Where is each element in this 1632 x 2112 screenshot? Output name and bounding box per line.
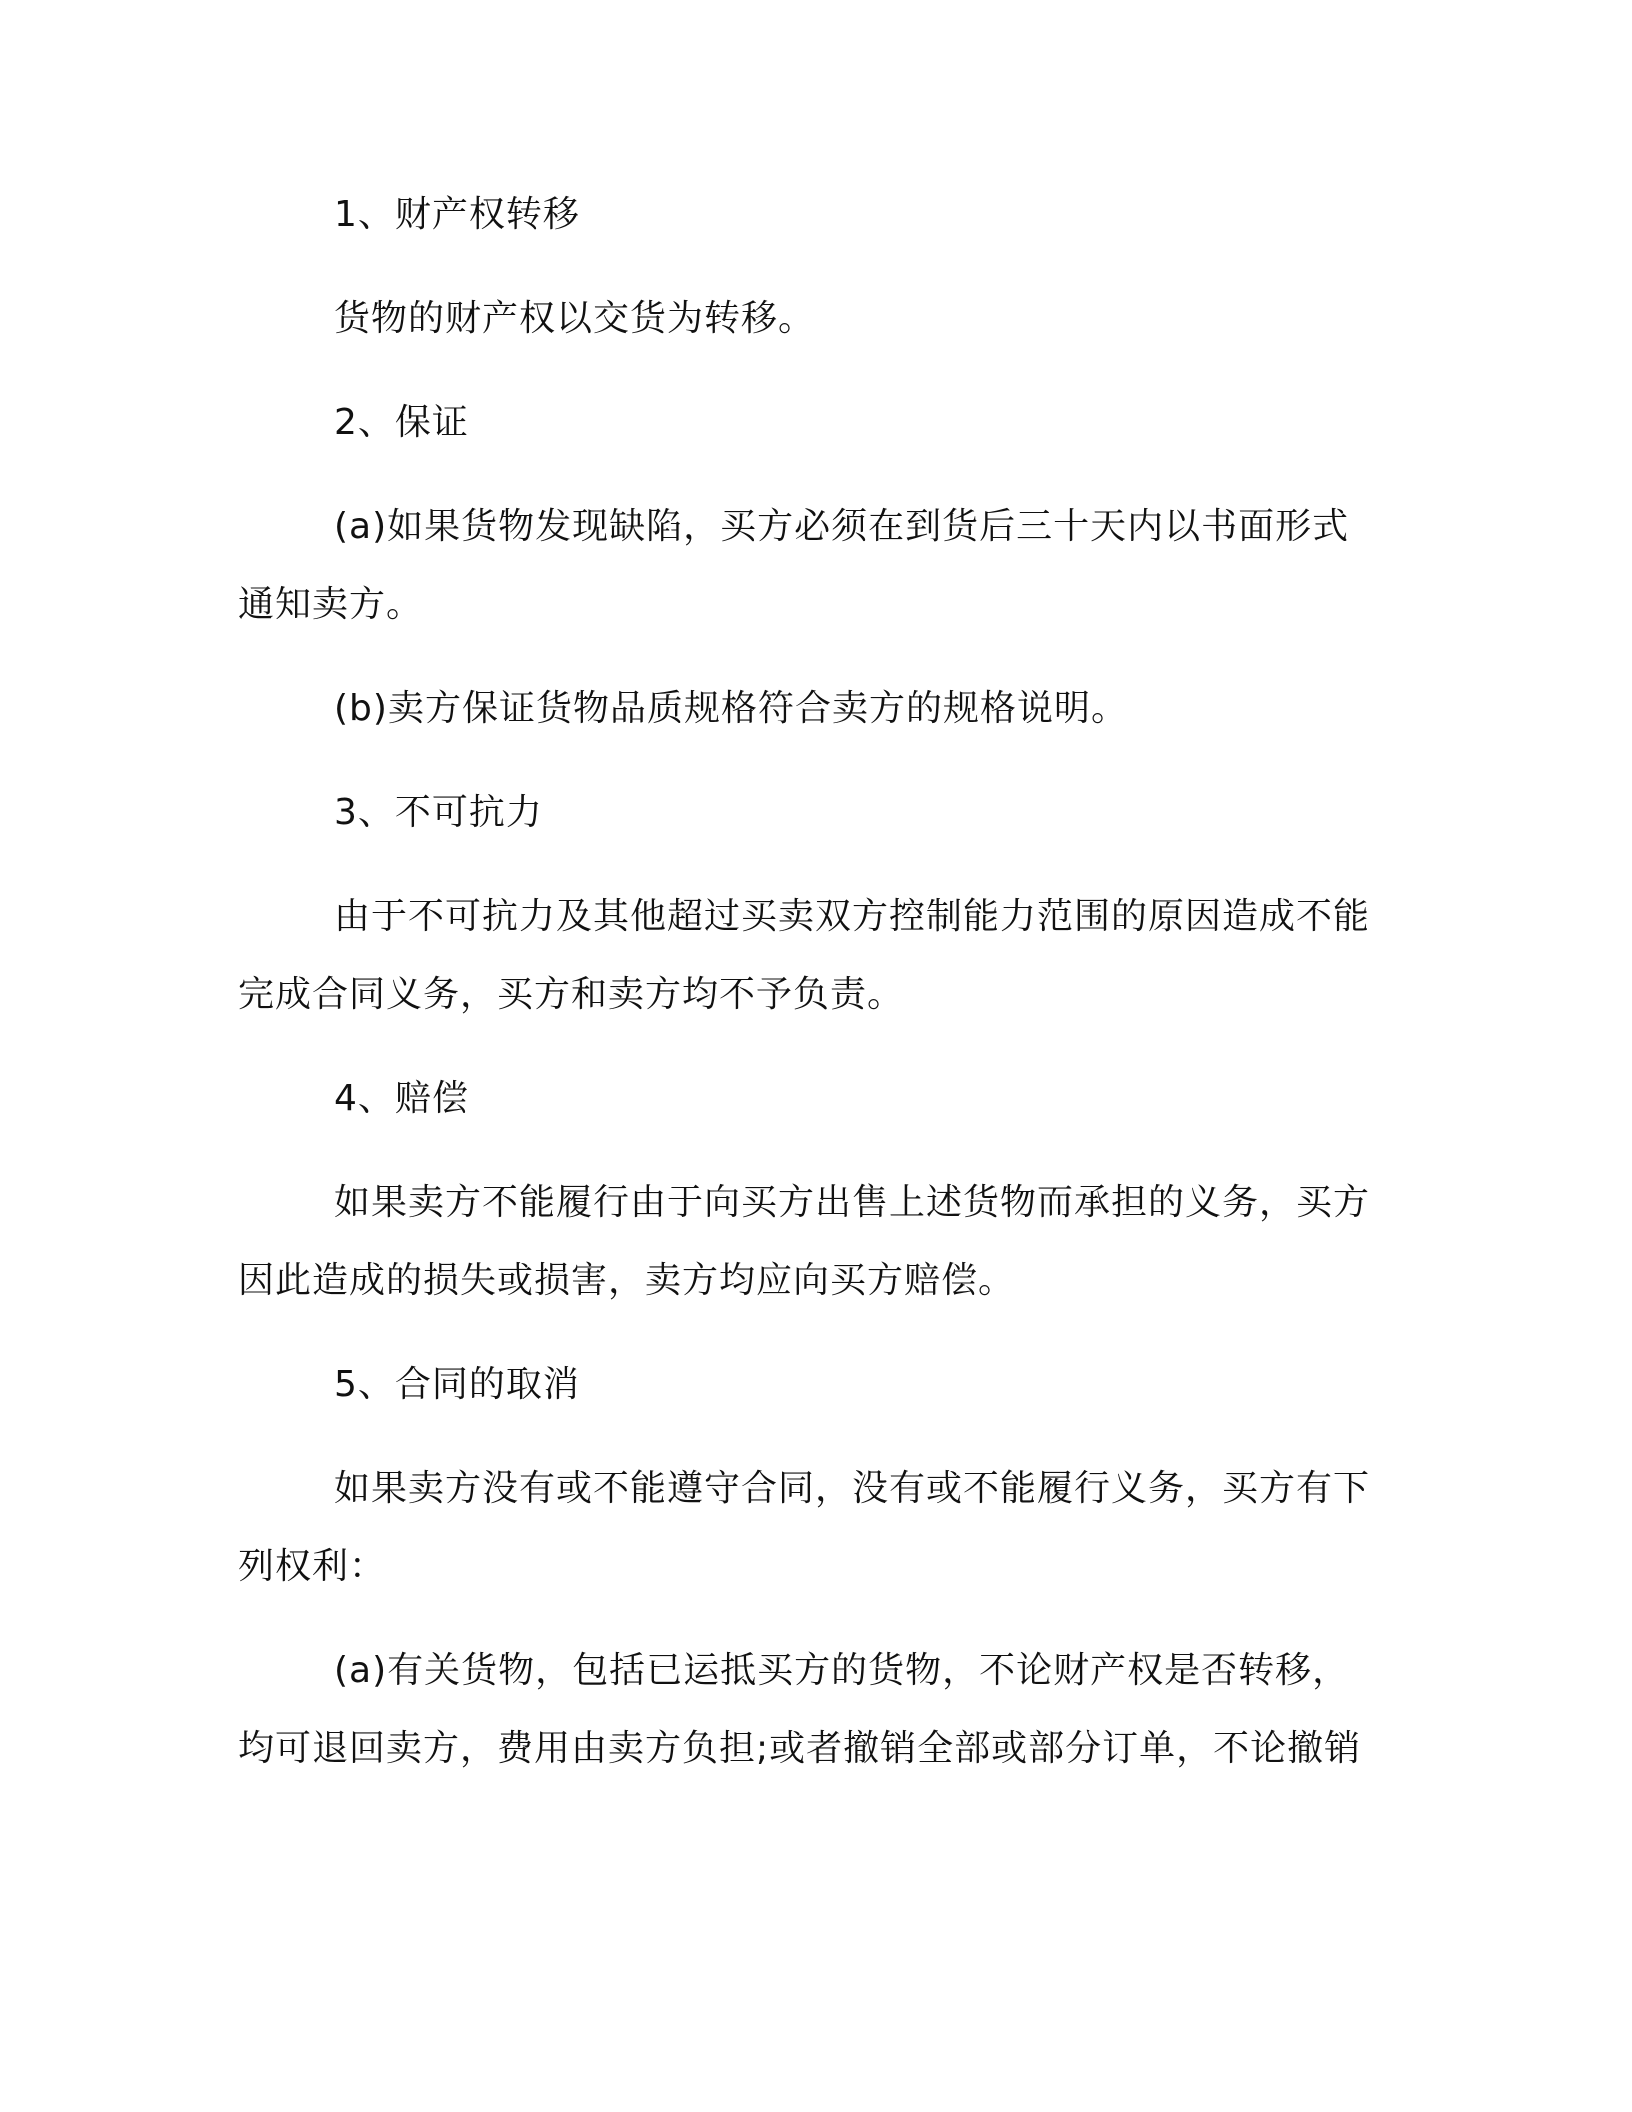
section-heading-5: 5、合同的取消 — [334, 1364, 580, 1405]
section-heading-1: 1、财产权转移 — [334, 194, 580, 235]
paragraph-property-transfer: 货物的财产权以交货为转移。 — [334, 298, 816, 339]
paragraph-compensation: 如果卖方不能履行由于向买方出售上述货物而承担的义务，买方因此造成的损失或损害，卖方均应向买方赔偿。 — [238, 1182, 1371, 1301]
section-heading-4: 4、赔偿 — [334, 1078, 469, 1119]
section-heading-3: 3、不可抗力 — [334, 792, 543, 833]
paragraph-force-majeure: 由于不可抗力及其他超过买卖双方控制能力范围的原因造成不能完成合同义务，买方和卖方均不予负责。 — [238, 896, 1371, 1015]
paragraph-cancellation: 如果卖方没有或不能遵守合同，没有或不能履行义务，买方有下列权利： — [238, 1468, 1371, 1587]
paragraph-warranty-b: (b)卖方保证货物品质规格符合卖方的规格说明。 — [334, 688, 1128, 729]
section-heading-2: 2、保证 — [334, 402, 469, 443]
paragraph-cancellation-a: (a)有关货物，包括已运抵买方的货物，不论财产权是否转移，均可退回卖方，费用由卖方负担;或者撤销全部或部分订单，不论撤销 — [238, 1650, 1362, 1769]
paragraph-warranty-a: (a)如果货物发现缺陷，买方必须在到货后三十天内以书面形式通知卖方。 — [238, 506, 1350, 625]
